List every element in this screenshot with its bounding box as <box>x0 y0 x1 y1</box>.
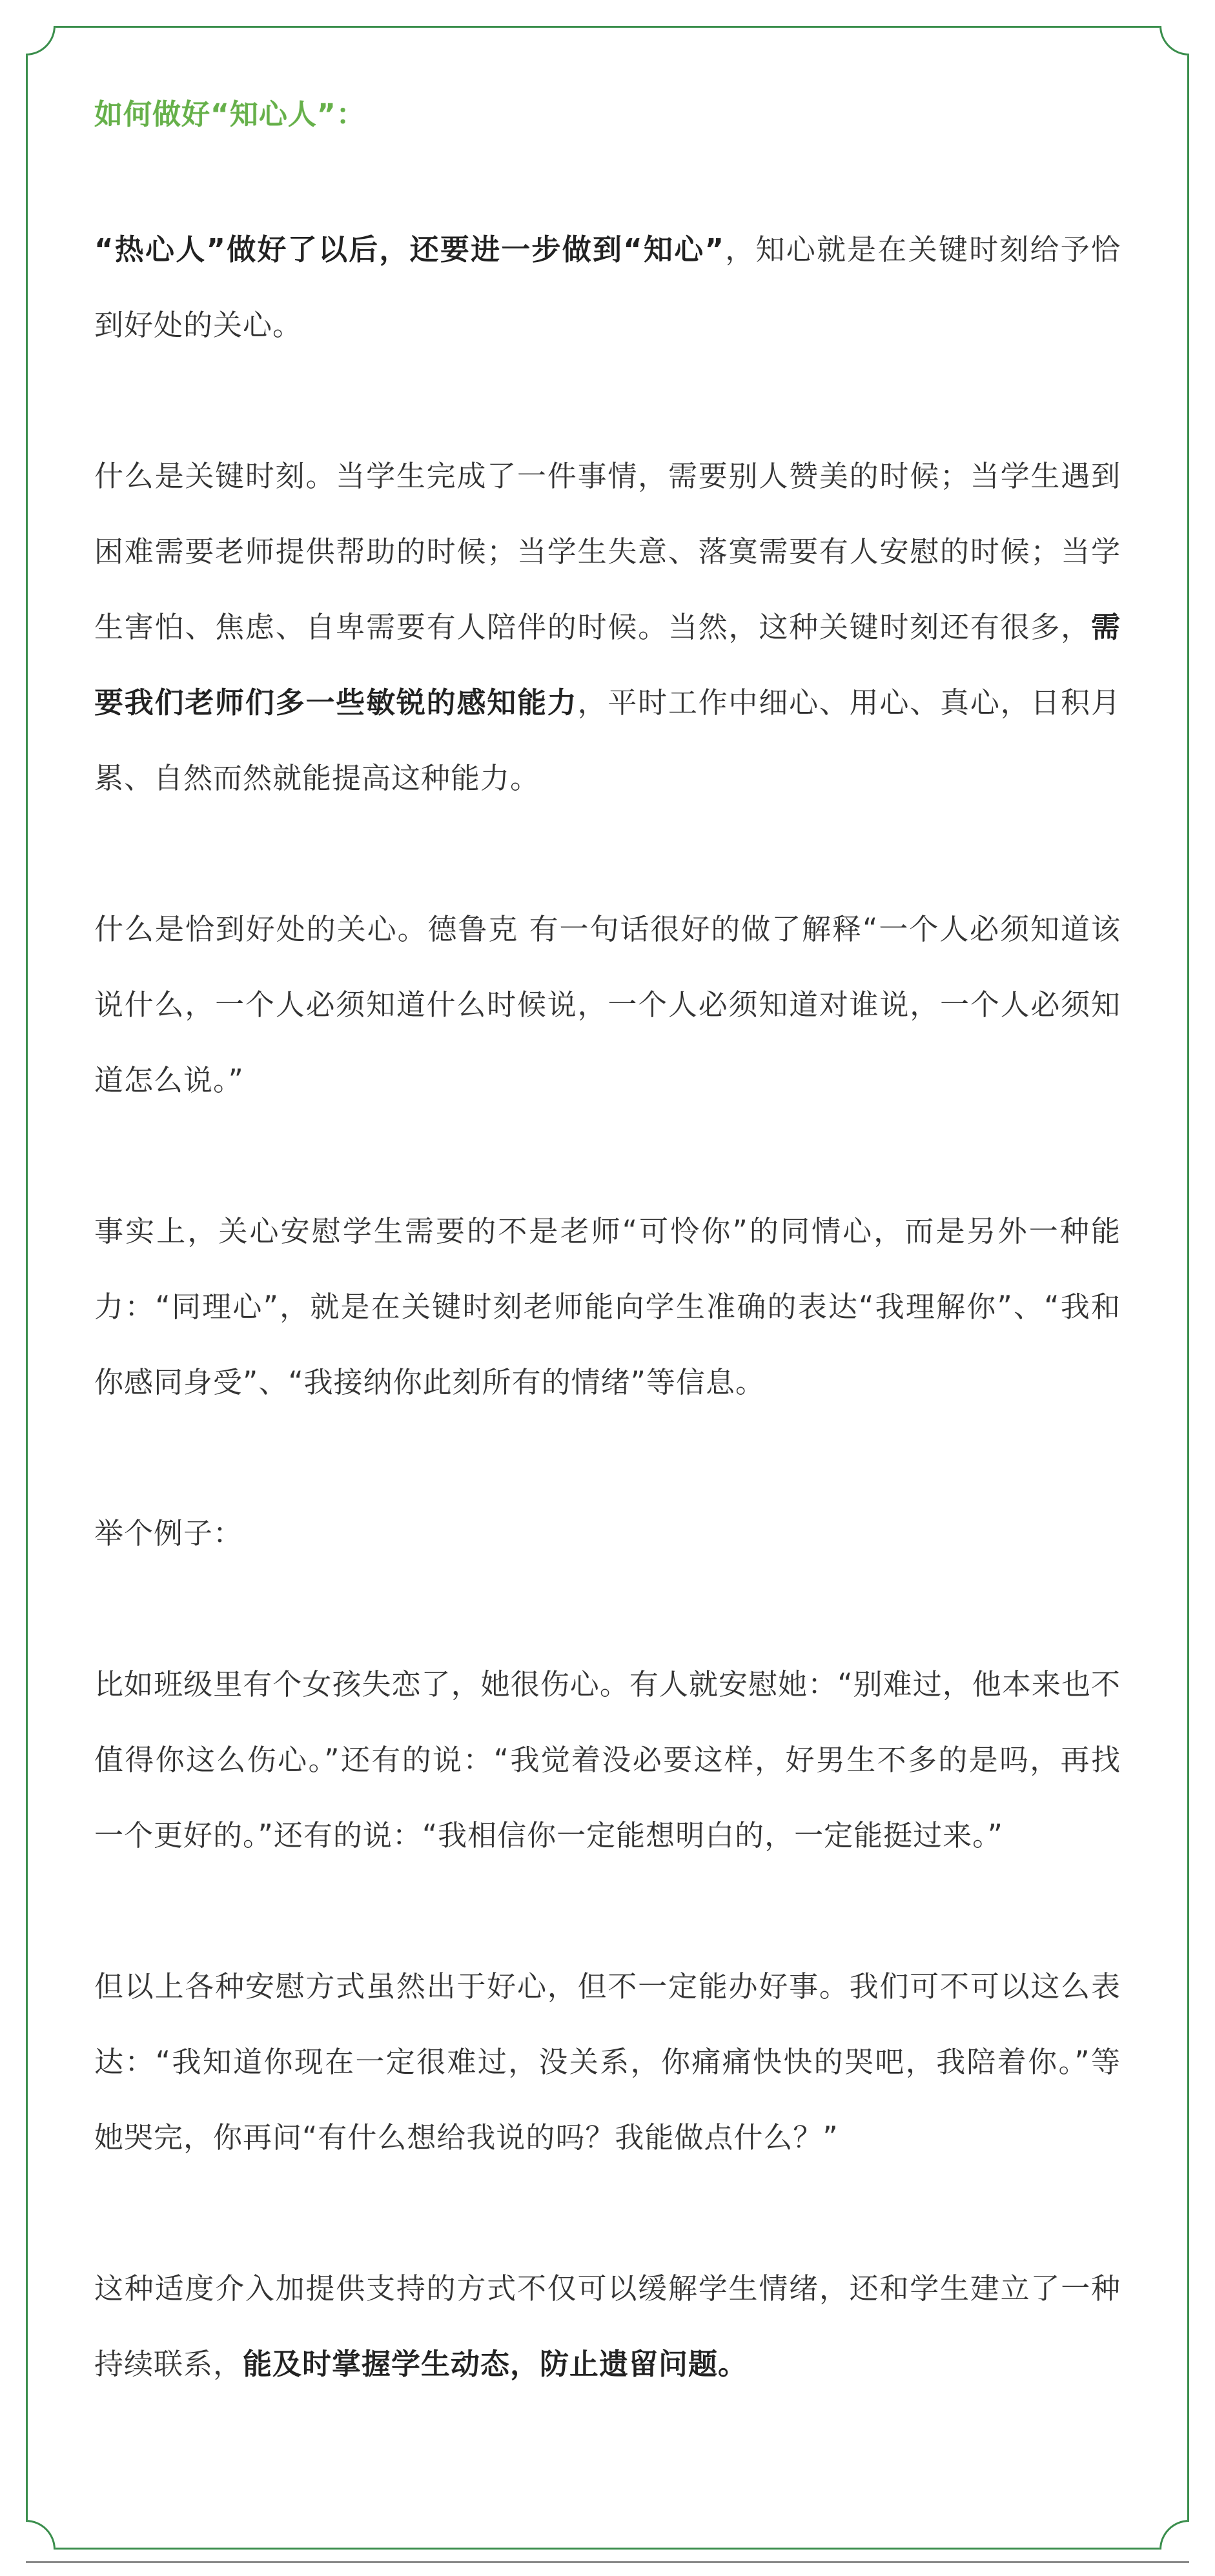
frame-corner-top-right <box>1159 26 1189 56</box>
paragraph-text: ，平时工作中细心、用心、真心，日积月累、自然而然就能提高这种能力。 <box>94 685 1121 795</box>
frame-bottom-border <box>56 2548 1159 2550</box>
paragraph-better-way: 但以上各种安慰方式虽然出于好心，但不一定能办好事。我们可不可以这么表达：“我知道你现在一定很难过，没关系，你痛痛快快的哭吧，我陪着你。”等她哭完，你再问“有什么想给我说的吗？我能做点什么？” <box>94 1969 1121 2155</box>
paragraph-text: ，知心就是在关键时刻给予恰到好处的关心。 <box>94 232 1121 342</box>
paragraph-key-moments <box>94 438 1121 816</box>
paragraph-bold-text: 需要我们老师们多一些敏锐的感知能力 <box>94 610 1121 720</box>
paragraph-text: 这种适度介入加提供支持的方式不仅可以缓解学生情绪，还和学生建立了一种持续联系， <box>94 2271 1121 2381</box>
frame-corner-bottom-left <box>26 2520 56 2550</box>
article-body <box>94 96 1121 2477</box>
paragraph-example-intro: 举个例子： <box>94 1516 243 1550</box>
paragraph-conclusion <box>94 2251 1121 2402</box>
frame-corner-bottom-right <box>1159 2520 1189 2550</box>
frame-top-border <box>56 26 1159 28</box>
frame-left-border <box>26 56 28 2520</box>
paragraph-zhixin-intro <box>94 212 1121 363</box>
bottom-divider <box>26 2561 1189 2563</box>
paragraph-empathy: 事实上，关心安慰学生需要的不是老师“可怜你”的同情心，而是另外一种能力：“同理心”，就是在关键时刻老师能向学生准确的表达“我理解你”、“我和你感同身受”、“我接纳你此刻所有的情绪”等信息。 <box>94 1214 1121 1399</box>
section-heading: 如何做好“知心人”： <box>94 98 365 131</box>
paragraph-text: 什么是关键时刻。当学生完成了一件事情，需要别人赞美的时候；当学生遇到困难需要老师提供帮助的时候；当学生失意、落寞需要有人安慰的时候；当学生害怕、焦虑、自卑需要有人陪伴的时候。当然，这种关键时刻还有很多， <box>94 459 1121 644</box>
paragraph-example: 比如班级里有个女孩失恋了，她很伤心。有人就安慰她：“别难过，他本来也不值得你这么伤心。”还有的说：“我觉着没必要这样，好男生不多的是吗，再找一个更好的。”还有的说：“我相信你一定能想明白的，一定能挺过来。” <box>94 1667 1121 1852</box>
frame-right-border <box>1187 56 1189 2520</box>
paragraph-bold-text: “热心人”做好了以后，还要进一步做到“知心” <box>94 232 725 267</box>
paragraph-drucker-quote: 什么是恰到好处的关心。德鲁克 有一句话很好的做了解释“一个人必须知道该说什么，一个人必须知道什么时候说，一个人必须知道对谁说，一个人必须知道怎么说。” <box>94 912 1121 1097</box>
frame-corner-top-left <box>26 26 56 56</box>
paragraph-bold-text: 能及时掌握学生动态，防止遗留问题。 <box>243 2347 748 2381</box>
